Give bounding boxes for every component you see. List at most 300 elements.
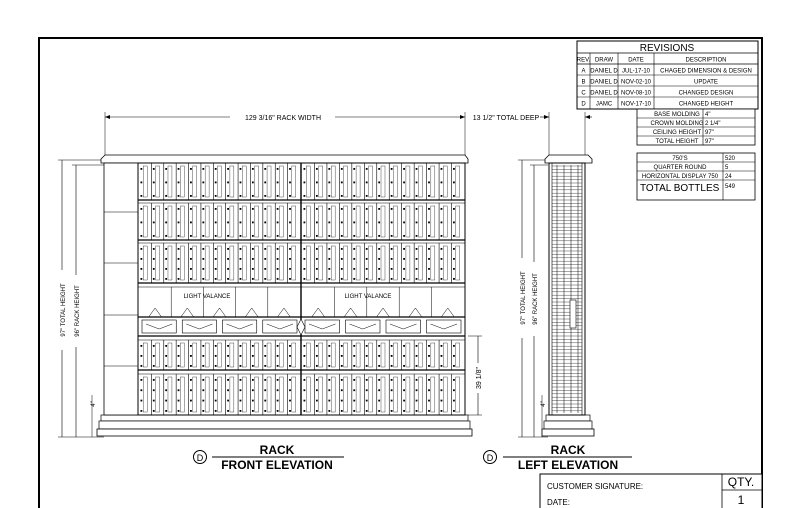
bottle-peg xyxy=(328,365,330,367)
bottle-peg xyxy=(303,248,305,250)
bottle-peg xyxy=(165,365,167,367)
bottle-peg xyxy=(264,379,266,381)
bottle-peg xyxy=(240,268,242,270)
bottle-peg xyxy=(341,389,343,391)
bottle-peg xyxy=(240,258,242,260)
bottle-peg xyxy=(428,222,430,224)
bottle-peg xyxy=(441,400,443,402)
bottle-peg xyxy=(303,400,305,402)
bottle-peg xyxy=(240,278,242,280)
bottle-peg xyxy=(416,410,418,412)
bottle-peg xyxy=(341,379,343,381)
bottle-peg xyxy=(353,248,355,250)
bottle-peg xyxy=(190,379,192,381)
bottle-peg xyxy=(303,222,305,224)
bottle-peg xyxy=(240,389,242,391)
bottle-peg xyxy=(441,182,443,184)
base-molding-label: BASE MOLDING xyxy=(654,112,700,118)
bottle-peg xyxy=(215,400,217,402)
bottle-peg xyxy=(277,182,279,184)
bottle-peg xyxy=(289,182,291,184)
bottle-peg xyxy=(403,410,405,412)
bottle-peg xyxy=(165,278,167,280)
bottle-peg xyxy=(190,355,192,357)
bottle-peg xyxy=(190,222,192,224)
bottle-peg xyxy=(416,195,418,197)
bottle-peg xyxy=(289,168,291,170)
bottle-peg xyxy=(252,345,254,347)
bottle-peg xyxy=(403,208,405,210)
bottle-peg xyxy=(252,365,254,367)
bottle-peg xyxy=(428,182,430,184)
bottle-peg xyxy=(252,389,254,391)
bottle-peg xyxy=(215,268,217,270)
bottle-peg xyxy=(328,268,330,270)
bottle-peg xyxy=(316,400,318,402)
bottle-peg xyxy=(328,248,330,250)
bottle-peg xyxy=(366,195,368,197)
bottle-peg xyxy=(252,208,254,210)
bottle-peg xyxy=(178,278,180,280)
bottle-peg xyxy=(453,168,455,170)
bottle-peg xyxy=(215,248,217,250)
bottle-peg xyxy=(366,365,368,367)
bottle-peg xyxy=(366,389,368,391)
bottle-peg xyxy=(227,278,229,280)
bottle-peg xyxy=(153,268,155,270)
bottle-peg xyxy=(140,355,142,357)
bottle-peg xyxy=(277,248,279,250)
bottle-peg xyxy=(264,389,266,391)
bottle-peg xyxy=(165,258,167,260)
customer-signature-label: CUSTOMER SIGNATURE: xyxy=(547,482,644,491)
bottle-peg xyxy=(140,182,142,184)
total-height-value: 97" xyxy=(705,139,714,145)
bottle-peg xyxy=(378,248,380,250)
bottle-peg xyxy=(202,248,204,250)
bottle-peg xyxy=(215,208,217,210)
bottle-peg xyxy=(190,168,192,170)
bottle-peg xyxy=(178,222,180,224)
bottle-peg xyxy=(215,168,217,170)
bottle-peg xyxy=(391,410,393,412)
side-base-dimension: 4" xyxy=(541,401,547,407)
bottle-peg xyxy=(391,389,393,391)
bottle-peg xyxy=(289,410,291,412)
bottle-peg xyxy=(153,195,155,197)
crown-molding-value: 2 1/4" xyxy=(705,121,721,127)
revision-drawer: DANIEL D xyxy=(590,68,618,75)
bottle-peg xyxy=(378,258,380,260)
bottle-peg xyxy=(353,168,355,170)
bottle-peg xyxy=(303,235,305,237)
bottle-peg xyxy=(178,248,180,250)
bottle-peg xyxy=(416,168,418,170)
bottle-peg xyxy=(353,365,355,367)
bottle-peg xyxy=(264,400,266,402)
revision-description: UPDATE xyxy=(694,79,718,86)
bottle-peg xyxy=(215,379,217,381)
bottle-peg xyxy=(215,355,217,357)
bottle-peg xyxy=(227,345,229,347)
bottle-peg xyxy=(140,235,142,237)
bottle-peg xyxy=(252,248,254,250)
bottle-peg xyxy=(316,365,318,367)
bottle-peg xyxy=(202,345,204,347)
bottle-peg xyxy=(165,345,167,347)
bottle-peg xyxy=(202,379,204,381)
bottle-peg xyxy=(202,268,204,270)
bottle-peg xyxy=(416,355,418,357)
bottle-peg xyxy=(366,400,368,402)
bottle-peg xyxy=(277,410,279,412)
bottle-peg xyxy=(353,195,355,197)
bottle-peg xyxy=(391,268,393,270)
bottle-peg xyxy=(190,410,192,412)
bottle-peg xyxy=(165,182,167,184)
bottle-peg xyxy=(453,410,455,412)
bottle-peg xyxy=(328,222,330,224)
bottle-peg xyxy=(416,248,418,250)
bottle-peg xyxy=(153,365,155,367)
count-750s-label: 750'S xyxy=(672,156,688,162)
light-valance-label-right: LIGHT VALANCE xyxy=(344,294,392,300)
bottle-peg xyxy=(178,379,180,381)
bottle-peg xyxy=(378,400,380,402)
bottle-peg xyxy=(303,168,305,170)
bottle-peg xyxy=(165,389,167,391)
bottle-peg xyxy=(416,365,418,367)
bottle-peg xyxy=(328,208,330,210)
bottle-peg xyxy=(453,248,455,250)
bottle-peg xyxy=(227,355,229,357)
bottle-peg xyxy=(303,410,305,412)
bottle-peg xyxy=(264,222,266,224)
bottle-peg xyxy=(316,345,318,347)
bottle-peg xyxy=(378,379,380,381)
bottle-peg xyxy=(378,168,380,170)
bottle-peg xyxy=(140,268,142,270)
bottle-peg xyxy=(277,389,279,391)
bottle-peg xyxy=(353,182,355,184)
revision-letter: C xyxy=(581,90,586,97)
bottle-peg xyxy=(428,389,430,391)
bottle-peg xyxy=(140,400,142,402)
bottle-peg xyxy=(316,410,318,412)
bottle-peg xyxy=(277,345,279,347)
bottle-peg xyxy=(378,182,380,184)
bottle-peg xyxy=(303,268,305,270)
bottle-peg xyxy=(289,268,291,270)
bottle-peg xyxy=(366,379,368,381)
bottle-peg xyxy=(252,379,254,381)
bottle-peg xyxy=(353,400,355,402)
bottle-peg xyxy=(453,278,455,280)
bottle-peg xyxy=(202,410,204,412)
bottle-peg xyxy=(353,410,355,412)
bottle-peg xyxy=(240,379,242,381)
bottle-peg xyxy=(428,268,430,270)
bottle-peg xyxy=(215,365,217,367)
bottle-peg xyxy=(316,182,318,184)
bottle-peg xyxy=(428,379,430,381)
bottle-peg xyxy=(453,208,455,210)
revision-drawer: DANIEL D xyxy=(590,90,618,97)
bottle-peg xyxy=(316,355,318,357)
bottle-peg xyxy=(252,258,254,260)
bottle-peg xyxy=(316,248,318,250)
bottle-peg xyxy=(289,258,291,260)
base-molding-value: 4" xyxy=(705,112,711,118)
bottle-peg xyxy=(277,222,279,224)
bottle-peg xyxy=(202,355,204,357)
bottle-peg xyxy=(153,168,155,170)
bottle-peg xyxy=(441,278,443,280)
side-total-height-dimension: 97" TOTAL HEIGHT xyxy=(521,271,527,325)
revisions-title: REVISIONS xyxy=(639,43,695,54)
bottle-peg xyxy=(303,258,305,260)
bottle-peg xyxy=(165,410,167,412)
bottle-peg xyxy=(303,345,305,347)
bottle-peg xyxy=(227,222,229,224)
bottle-peg xyxy=(264,182,266,184)
bottle-peg xyxy=(403,345,405,347)
quarter-round-label: QUARTER ROUND xyxy=(653,165,707,171)
bottle-peg xyxy=(215,410,217,412)
bottle-peg xyxy=(153,235,155,237)
bottle-peg xyxy=(264,208,266,210)
bottle-peg xyxy=(252,235,254,237)
bottle-peg xyxy=(341,345,343,347)
revision-letter: D xyxy=(581,101,586,108)
bottle-peg xyxy=(341,400,343,402)
bottle-peg xyxy=(428,208,430,210)
bottle-peg xyxy=(428,235,430,237)
bottle-peg xyxy=(240,400,242,402)
bottle-peg xyxy=(140,195,142,197)
bottle-peg xyxy=(378,345,380,347)
bottle-peg xyxy=(453,182,455,184)
bottle-peg xyxy=(341,195,343,197)
bottle-peg xyxy=(341,365,343,367)
bottle-peg xyxy=(353,222,355,224)
bottle-peg xyxy=(328,400,330,402)
bottle-peg xyxy=(428,345,430,347)
bottle-peg xyxy=(403,278,405,280)
bottle-peg xyxy=(366,248,368,250)
bottle-peg xyxy=(391,222,393,224)
rev-col-header: REV. xyxy=(576,57,591,64)
bottle-peg xyxy=(341,182,343,184)
bottle-peg xyxy=(202,278,204,280)
bottle-peg xyxy=(366,168,368,170)
bottle-peg xyxy=(289,400,291,402)
bottle-peg xyxy=(240,345,242,347)
bottle-peg xyxy=(153,222,155,224)
bottle-peg xyxy=(353,278,355,280)
bottle-peg xyxy=(165,235,167,237)
bottle-peg xyxy=(140,222,142,224)
bottle-peg xyxy=(252,400,254,402)
ceiling-height-label: CEILING HEIGHT xyxy=(652,130,702,136)
bottle-peg xyxy=(403,355,405,357)
bottle-peg xyxy=(264,345,266,347)
bottle-peg xyxy=(240,168,242,170)
bottle-peg xyxy=(227,400,229,402)
bottle-peg xyxy=(202,400,204,402)
bottle-peg xyxy=(453,235,455,237)
total-height-label: TOTAL HEIGHT xyxy=(655,139,699,145)
bottle-peg xyxy=(264,235,266,237)
bottle-peg xyxy=(140,278,142,280)
date-label: DATE: xyxy=(547,498,570,507)
bottle-peg xyxy=(428,400,430,402)
bottle-peg xyxy=(190,365,192,367)
bottle-peg xyxy=(264,365,266,367)
bottle-peg xyxy=(328,278,330,280)
bottle-peg xyxy=(153,355,155,357)
bottle-peg xyxy=(316,235,318,237)
bottle-peg xyxy=(240,222,242,224)
bottle-peg xyxy=(178,182,180,184)
bottle-peg xyxy=(227,168,229,170)
bottle-peg xyxy=(240,410,242,412)
bottle-peg xyxy=(165,400,167,402)
bottle-peg xyxy=(366,345,368,347)
bottle-peg xyxy=(178,400,180,402)
bottle-peg xyxy=(441,222,443,224)
bottle-peg xyxy=(378,235,380,237)
bottle-peg xyxy=(190,248,192,250)
bottle-peg xyxy=(153,208,155,210)
bottle-peg xyxy=(178,345,180,347)
bottle-peg xyxy=(277,235,279,237)
bottle-peg xyxy=(264,355,266,357)
bottle-peg xyxy=(289,389,291,391)
bottle-peg xyxy=(252,222,254,224)
revision-drawer: JAMC xyxy=(595,101,613,108)
bottle-peg xyxy=(252,182,254,184)
bottle-peg xyxy=(403,182,405,184)
horizontal-display-value: 24 xyxy=(725,174,732,180)
bottle-peg xyxy=(416,222,418,224)
front-title-rack: RACK xyxy=(259,443,295,457)
bottle-peg xyxy=(366,258,368,260)
bottle-peg xyxy=(416,400,418,402)
bottle-peg xyxy=(441,365,443,367)
bottle-peg xyxy=(303,195,305,197)
bottle-peg xyxy=(453,400,455,402)
bottle-peg xyxy=(240,208,242,210)
bottle-peg xyxy=(140,365,142,367)
bottle-peg xyxy=(391,400,393,402)
bottle-peg xyxy=(353,379,355,381)
bottle-peg xyxy=(391,258,393,260)
bottle-peg xyxy=(391,355,393,357)
bottle-peg xyxy=(391,379,393,381)
bottle-peg xyxy=(178,268,180,270)
bottle-peg xyxy=(303,208,305,210)
bottle-peg xyxy=(140,345,142,347)
bottle-peg xyxy=(277,400,279,402)
bottle-peg xyxy=(165,208,167,210)
bottle-peg xyxy=(153,258,155,260)
bottle-peg xyxy=(366,208,368,210)
bottle-peg xyxy=(378,410,380,412)
bottle-peg xyxy=(289,235,291,237)
revision-letter: B xyxy=(581,79,586,86)
bottle-peg xyxy=(252,355,254,357)
bottle-peg xyxy=(140,258,142,260)
bottle-peg xyxy=(215,345,217,347)
bottle-peg xyxy=(366,410,368,412)
bottle-peg xyxy=(178,355,180,357)
bottle-peg xyxy=(353,345,355,347)
bottle-peg xyxy=(378,365,380,367)
bottle-peg xyxy=(391,168,393,170)
bottle-peg xyxy=(391,195,393,197)
bottle-peg xyxy=(277,379,279,381)
bottle-peg xyxy=(391,235,393,237)
bottle-peg xyxy=(453,345,455,347)
front-rack-height-dimension: 96" RACK HEIGHT xyxy=(75,285,81,337)
bottle-peg xyxy=(441,345,443,347)
bottle-peg xyxy=(453,195,455,197)
bottle-peg xyxy=(240,195,242,197)
bottle-peg xyxy=(341,355,343,357)
bottle-peg xyxy=(441,258,443,260)
rack-width-dimension: 129 3/16" RACK WIDTH xyxy=(244,115,322,122)
description-col-header: DESCRIPTION xyxy=(685,57,727,64)
total-depth-dimension: 13 1/2" TOTAL DEEP xyxy=(472,115,540,122)
side-rack-height-dimension: 96" RACK HEIGHT xyxy=(533,273,539,325)
bottle-peg xyxy=(328,355,330,357)
bottle-peg xyxy=(303,278,305,280)
bottle-peg xyxy=(416,208,418,210)
qty-value: 1 xyxy=(737,493,745,507)
bottle-peg xyxy=(227,258,229,260)
bottle-peg xyxy=(441,268,443,270)
customer-signoff-box xyxy=(540,474,762,508)
bottle-peg xyxy=(328,389,330,391)
bottle-peg xyxy=(277,195,279,197)
bottle-peg xyxy=(316,222,318,224)
bottle-peg xyxy=(316,168,318,170)
bottle-peg xyxy=(190,258,192,260)
front-total-height-dimension: 97" TOTAL HEIGHT xyxy=(61,283,67,337)
bottle-peg xyxy=(453,222,455,224)
bottle-peg xyxy=(416,278,418,280)
bottle-peg xyxy=(153,389,155,391)
front-base-dimension: 4" xyxy=(91,401,97,407)
bottle-peg xyxy=(353,208,355,210)
bottle-peg xyxy=(227,235,229,237)
bottle-peg xyxy=(140,168,142,170)
bottle-peg xyxy=(178,258,180,260)
bottle-peg xyxy=(240,235,242,237)
bottle-peg xyxy=(215,278,217,280)
bottle-peg xyxy=(391,182,393,184)
bottle-peg xyxy=(328,258,330,260)
bottle-peg xyxy=(316,278,318,280)
bottle-peg xyxy=(227,365,229,367)
bottle-peg xyxy=(178,195,180,197)
bottle-peg xyxy=(316,208,318,210)
bottle-peg xyxy=(215,195,217,197)
revisions-table xyxy=(577,41,758,109)
bottle-peg xyxy=(403,248,405,250)
side-valance-bracket xyxy=(570,300,576,328)
